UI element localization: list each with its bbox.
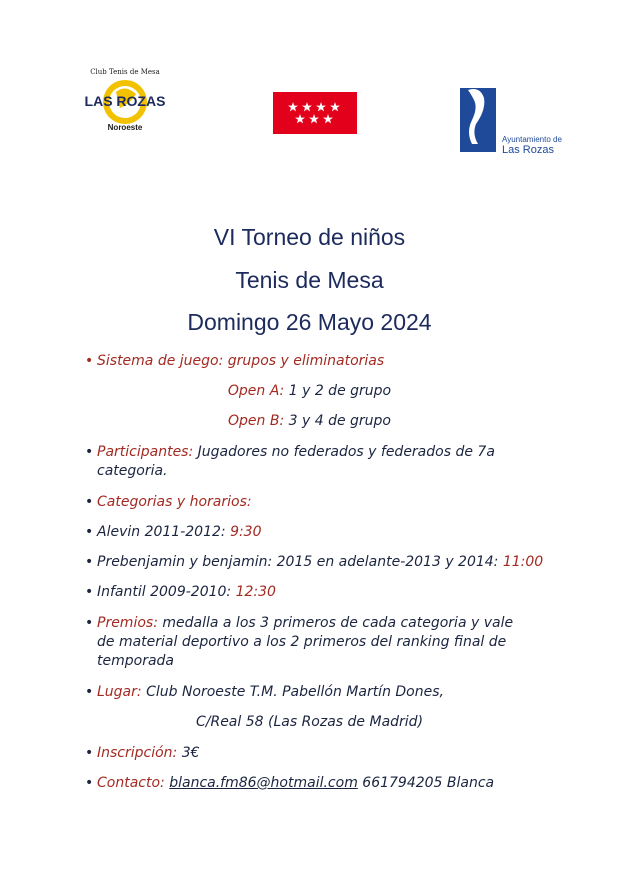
club-logo-bottom-text: Noroeste xyxy=(107,123,143,132)
inscripcion-label: Inscripción: xyxy=(97,745,178,761)
ayuntamiento-logo xyxy=(458,84,568,154)
list-item-premios xyxy=(85,614,527,671)
participantes-value: Jugadores no federados y federados de 7a categoria. xyxy=(97,444,495,479)
bullet: • xyxy=(85,494,94,510)
lugar-address: C/Real 58 (Las Rozas de Madrid) xyxy=(195,714,424,730)
prebenjamin-label: Prebenjamin y benjamin: 2015 en adelante-2013 y 2014: xyxy=(97,554,503,570)
open-a-value: 1 y 2 de grupo xyxy=(284,383,392,399)
list-item-sistema xyxy=(85,352,537,371)
open-b-line xyxy=(0,412,619,431)
bullet: • xyxy=(85,775,94,791)
club-logo-top-text: Club Tenis de Mesa xyxy=(90,68,160,76)
title-line-2: Tenis de Mesa xyxy=(235,267,384,293)
list-item-lugar xyxy=(85,683,537,702)
open-b-label: Open B: xyxy=(228,413,285,429)
participantes-label: Participantes: xyxy=(97,444,194,460)
alevin-label: Alevin 2011-2012: xyxy=(97,524,231,540)
list-item-infantil xyxy=(85,583,537,602)
categorias-label: Categorias y horarios: xyxy=(97,494,252,510)
bullet: • xyxy=(85,353,94,369)
club-logo-main-text: LAS ROZAS xyxy=(84,93,166,109)
list-item-prebenjamin xyxy=(85,553,557,572)
premios-value: medalla a los 3 primeros de cada categoria y vale de material deportivo a los 2 primeros del ranking final de temporada xyxy=(97,615,514,669)
ayto-line1: Ayuntamiento de xyxy=(502,135,562,144)
list-item-inscripcion xyxy=(85,744,537,763)
open-a-line xyxy=(0,382,619,401)
lugar-value: Club Noroeste T.M. Pabellón Martín Dones, xyxy=(141,684,444,700)
title-line-1: VI Torneo de niños xyxy=(213,224,406,250)
list-item-categorias xyxy=(85,493,537,512)
bullet: • xyxy=(85,615,94,631)
bullet: • xyxy=(85,584,94,600)
bullet: • xyxy=(85,444,94,460)
contacto-label: Contacto: xyxy=(97,775,165,791)
comunidad-madrid-flag-icon xyxy=(273,92,357,134)
title-line-3: Domingo 26 Mayo 2024 xyxy=(187,309,432,335)
contact-phone: 661794205 Blanca xyxy=(357,775,495,791)
prebenjamin-time: 11:00 xyxy=(502,554,544,570)
inscripcion-value: 3€ xyxy=(177,745,200,761)
bullet: • xyxy=(85,554,94,570)
bullet: • xyxy=(85,524,94,540)
bullet: • xyxy=(85,745,94,761)
header-logos xyxy=(0,0,619,170)
premios-label: Premios: xyxy=(97,615,158,631)
open-a-label: Open A: xyxy=(227,383,285,399)
open-b-value: 3 y 4 de grupo xyxy=(284,413,391,429)
list-item-contacto xyxy=(85,774,537,793)
bullet: • xyxy=(85,684,94,700)
list-item-participantes xyxy=(85,443,497,481)
ayto-line2: Las Rozas xyxy=(502,144,554,154)
sistema-label: Sistema de juego: grupos y eliminatorias xyxy=(97,353,385,369)
alevin-time: 9:30 xyxy=(230,524,262,540)
lugar-label: Lugar: xyxy=(97,684,142,700)
infantil-time: 12:30 xyxy=(235,584,276,600)
infantil-label: Infantil 2009-2010: xyxy=(97,584,236,600)
club-logo xyxy=(80,64,170,134)
contact-email-link[interactable]: blanca.fm86@hotmail.com xyxy=(169,775,358,791)
list-item-alevin xyxy=(85,523,537,542)
